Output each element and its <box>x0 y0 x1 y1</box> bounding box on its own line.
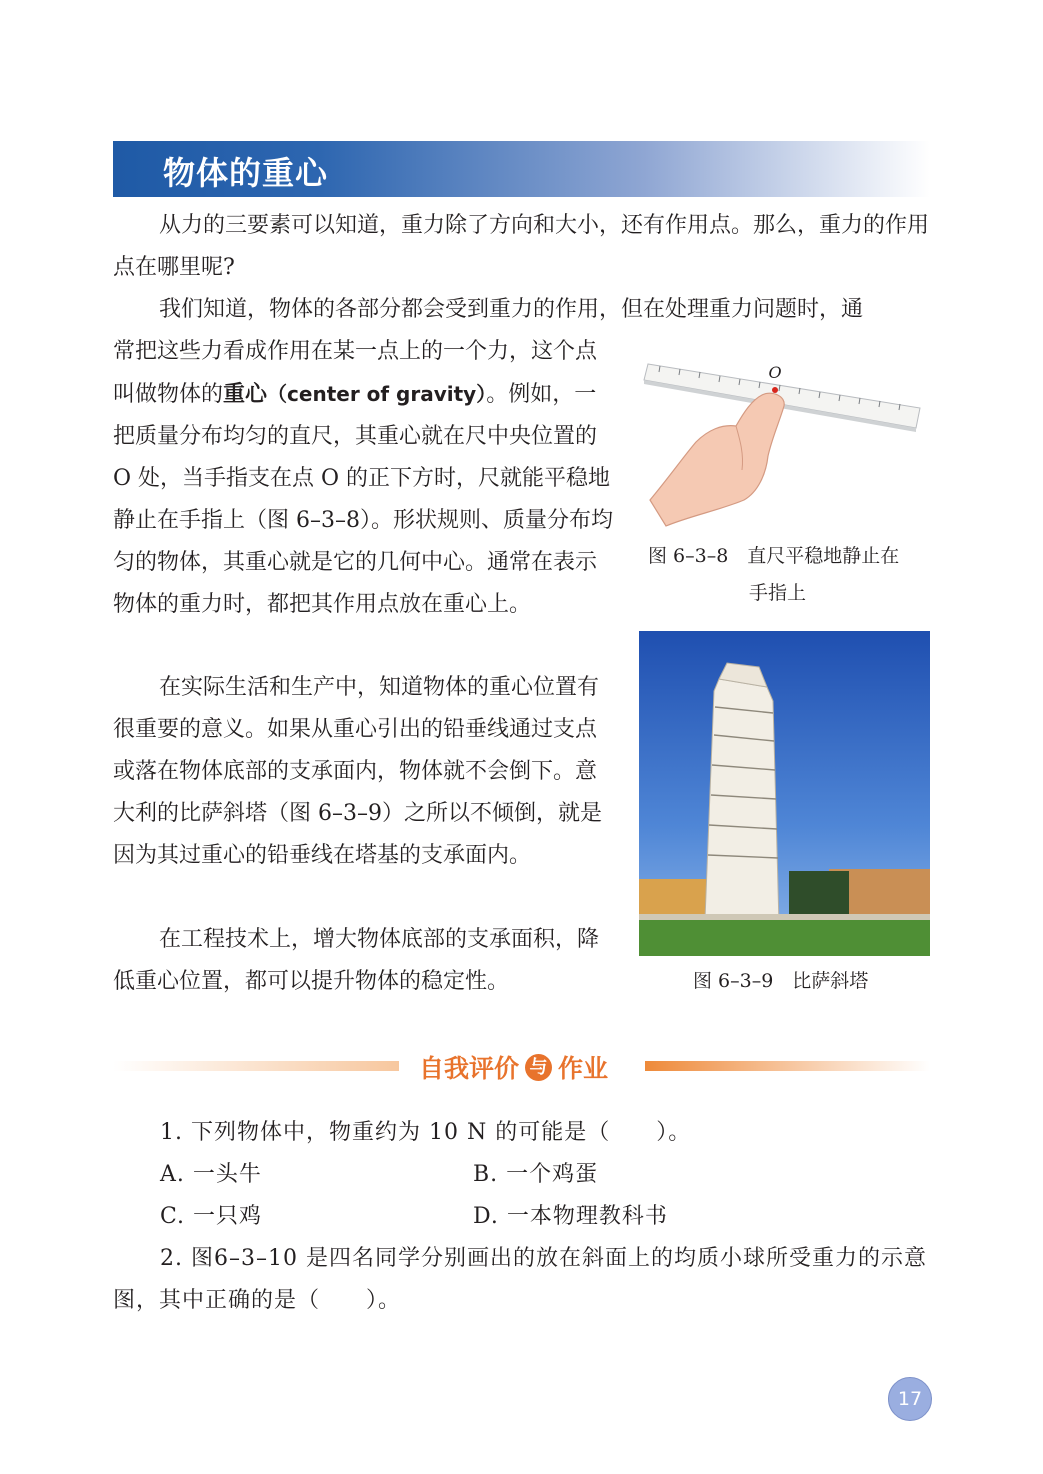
figure2-caption: 图 6–3–9 比萨斜塔 <box>693 970 869 992</box>
paragraph-text: 常把这些力看成作用在某一点上的一个力，这个点叫做物体的 <box>113 339 598 407</box>
ruler-on-finger-figure <box>640 350 925 535</box>
path <box>639 914 930 920</box>
evaluation-divider-left <box>113 1061 399 1071</box>
finger-hand <box>650 393 784 526</box>
ruler <box>644 364 920 428</box>
evaluation-title-a: 自我评价 <box>419 1054 520 1083</box>
figure1-caption-line2: 手指上 <box>749 582 807 604</box>
paragraph-intro: 从力的三要素可以知道，重力除了方向和大小，还有作用点。那么，重力的作用点在哪里呢? <box>113 213 930 280</box>
evaluation-header <box>113 1045 930 1089</box>
question-1-option-b: B. 一个鸡蛋 <box>473 1162 599 1187</box>
paragraph-engineering: 在工程技术上，增大物体底部的支承面积，降低重心位置，都可以提升物体的稳定性。 <box>113 927 600 994</box>
question-1-option-a: A. 一头牛 <box>160 1162 262 1187</box>
paragraph-center-of-gravity-line1: 我们知道，物体的各部分都会受到重力的作用，但在处理重力问题时，通 <box>159 297 864 322</box>
question-1: 1. 下列物体中，物重约为 10 N 的可能是（ ）。 <box>160 1120 692 1145</box>
figure1-caption-line1: 图 6–3–8 直尺平稳地静止在 <box>648 545 900 567</box>
center-point <box>772 387 778 393</box>
question-1-option-c: C. 一只鸡 <box>160 1204 263 1229</box>
evaluation-divider-right <box>645 1061 930 1071</box>
paragraph-importance: 在实际生活和生产中，知道物体的重心位置有很重要的意义。如果从重心引出的铅垂线通过支点或落在物体底部的支承面内，物体就不会倒下。意大利的比萨斜塔（图 6–3–9）之所以不倾倒，就是因为其过重心的铅垂线在塔基的支承面内。 <box>113 675 602 868</box>
term-center-of-gravity-en: （center of gravity） <box>267 382 487 406</box>
leaning-tower-figure <box>639 631 930 956</box>
evaluation-title <box>419 1049 608 1085</box>
section-title-bar <box>113 141 930 197</box>
point-o-label: O <box>768 363 782 382</box>
paragraph-text: 。例如，一把质量分布均匀的直尺，其重心就在尺中央位置的 O 处，当手指支在点 O 的正下方时，尺就能平稳地静止在手指上（图 6–3–8）。形状规则、质量分布均匀的物体，其重心就是它的几何中心。通常在表示物体的重力时，都把其作用点放在重心上。 <box>113 382 613 617</box>
paragraph-center-of-gravity <box>113 331 613 626</box>
lawn <box>639 919 930 956</box>
evaluation-circle-badge: 与 <box>525 1054 552 1081</box>
tower-body <box>705 679 779 924</box>
question-1-option-d: D. 一本物理教科书 <box>473 1204 668 1229</box>
section-title: 物体的重心 <box>163 154 329 192</box>
evaluation-title-b: 作业 <box>558 1054 609 1083</box>
term-center-of-gravity: 重心 <box>223 381 268 407</box>
page-number: 17 <box>888 1377 932 1421</box>
question-2: 2. 图6–3–10 是四名同学分别画出的放在斜面上的均质小球所受重力的示意图，其中正确的是（ ）。 <box>113 1246 927 1313</box>
trees <box>789 871 849 921</box>
